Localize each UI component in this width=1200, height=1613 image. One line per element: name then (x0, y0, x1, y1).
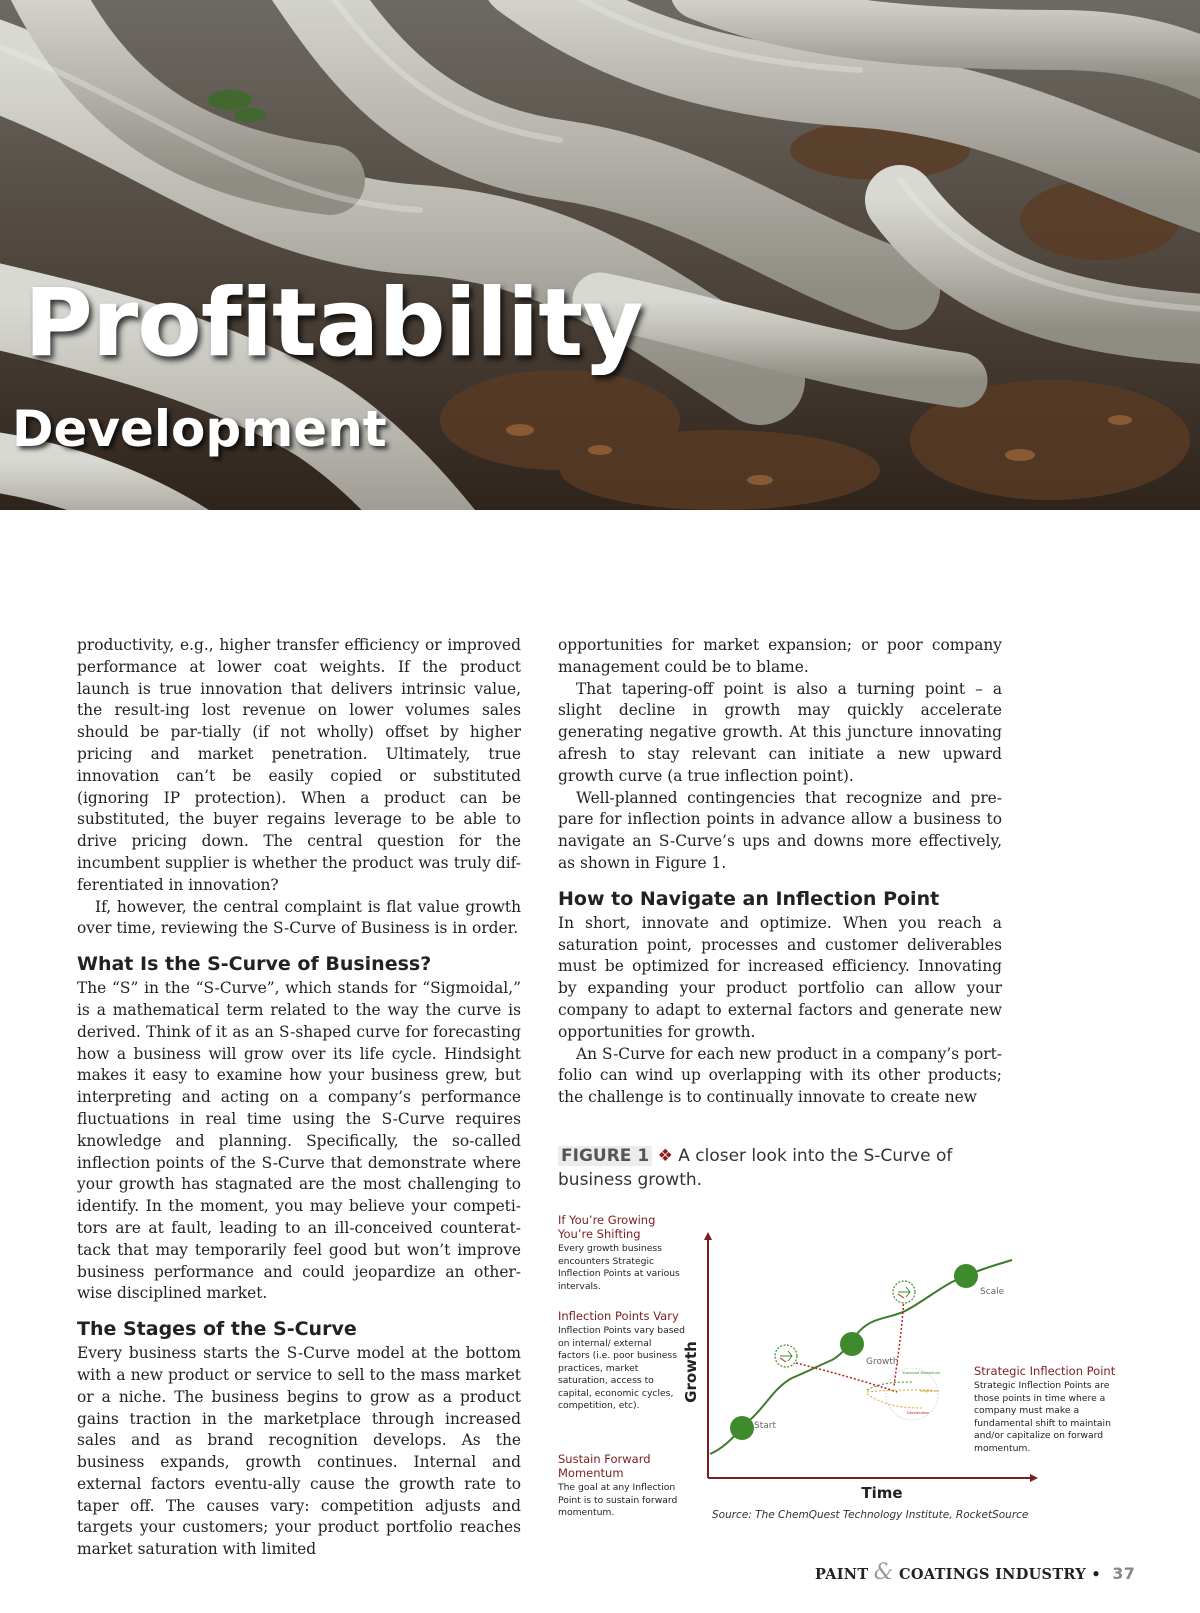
decline-branch (867, 1394, 922, 1408)
side-note-body: The goal at any Inflection Point is to sustain forward momentum. (558, 1482, 678, 1518)
paragraph: If, however, the central complaint is flat value growth over time, reviewing the S-Curve of Business is in order. (77, 897, 521, 938)
figure-source: Source: The ChemQuest Technology Institute, RocketSource (712, 1509, 1029, 1521)
section-heading: The Stages of the S-Curve (77, 1318, 357, 1341)
stage-node-growth (840, 1332, 864, 1356)
paragraph: Every business starts the S-Curve model at the bottom with a new product or service to sell to the mass market or a niche. The business begins to grow as a product gains traction in the marketplace through increased sales and as brand recognition develops. As the business expands, growth continues. Internal and external factors eventu-ally cause the growth rate to taper off. The causes vary: competition adjusts and targets your customers; your product portfolio reaches market saturation with limited (77, 1344, 521, 1559)
paragraph: That tapering-off point is also a turning point – a slight decline in growth may quickly accelerate generating negative growth. At this juncture innovating afresh to stay relevant can initiate a new upward growth curve (a true inflection point). (558, 679, 1002, 785)
figure-label: FIGURE 1 (558, 1146, 652, 1166)
stage-label-start: Start (754, 1421, 776, 1431)
diamond-icon: ❖ (657, 1146, 673, 1166)
strategic-note-body: Strategic Inflection Points are those points in time where a company must make a fundamental shift to maintain and/or capitalize on forward momentum. (974, 1380, 1111, 1454)
page-number: 37 (1112, 1564, 1136, 1583)
side-note (558, 1309, 686, 1413)
paragraph: opportunities for market expansion; or poor company management could be to blame. (558, 636, 1002, 676)
tiny-label: Stagnation (920, 1389, 940, 1393)
stage-node-start (730, 1416, 754, 1440)
footer-amp: & (873, 1560, 894, 1585)
inflection-marker (775, 1345, 797, 1367)
paragraph: Well-planned contingencies that recognize and pre-pare for inflection points in advance allow a business to navigate an S-Curve’s ups and downs more effectively, as shown in Figure 1. (558, 788, 1002, 872)
paragraph: An S-Curve for each new product in a company’s port-folio can wind up overlapping with its other products; the challenge is to continually innovate to create new (558, 1044, 1002, 1107)
figure-caption (558, 1144, 998, 1192)
tiny-label: Sustained Momentum (902, 1371, 941, 1375)
section-heading: What Is the S-Curve of Business? (77, 953, 432, 976)
paragraph: The “S” in the “S-Curve”, which stands for “Sigmoidal,” is a mathematical term related to the way the curve is derived. Think of it as an S-shaped curve for forecasting how a business will grow over its life cycle. Hindsight makes it easy to examine how your business grew, but interpreting and acting on a company’s performance fluctuations in real time using the S-Curve requires knowledge and planning. Specifically, the so-called inflection points of the S-Curve that demonstrate where your growth has stagnated are the most challenging to identify. In the moment, you may believe your competi-tors are at fault, leading to an ill-conceived counterat-tack that may temporarily feel good but won’t improve business performance and could jeopardize an other-wise disciplined market. (77, 979, 521, 1303)
inflection-marker (893, 1281, 915, 1303)
side-note-title: If You’re Growing You’re Shifting (558, 1213, 656, 1241)
page-title: Profitability (24, 269, 643, 378)
strategic-note-title: Strategic Inflection Point (974, 1364, 1116, 1378)
footer-left: PAINT (815, 1566, 869, 1583)
stage-label-scale: Scale (980, 1287, 1005, 1297)
stage-node-scale (954, 1264, 978, 1288)
page-footer (815, 1560, 1135, 1585)
section-heading: How to Navigate an Inflection Point (558, 887, 940, 910)
y-axis-label: Growth (682, 1341, 700, 1403)
tiny-label: Deceleration (907, 1411, 930, 1415)
side-note-body: Inflection Points vary based on internal/ external factors (i.e. poor business practices, market saturation, access to capital, economic cycles, competition, etc). (558, 1325, 685, 1411)
x-axis-arrow-icon (1030, 1474, 1038, 1482)
paragraph: In short, innovate and optimize. When you reach a saturation point, processes and customer deliverables must be optimized for increased efficiency. Innovating by expanding your product portfolio can allow your company to adapt to external factors and generate new opportunities for growth. (558, 913, 1002, 1041)
strategic-inflection-note (974, 1364, 1124, 1455)
hero-banner (0, 0, 1200, 510)
article-column-right (558, 635, 1002, 1109)
figure-caption-text: A closer look into the S-Curve of business growth. (558, 1146, 953, 1190)
article-column-left (77, 635, 521, 1561)
side-note-title: Inflection Points Vary (558, 1309, 679, 1323)
page-subtitle: Development (12, 400, 387, 458)
footer-right: COATINGS INDUSTRY • (899, 1566, 1101, 1583)
side-note (558, 1213, 686, 1293)
paragraph: productivity, e.g., higher transfer efficiency or improved performance at lower coat weights. If the product launch is true innovation that delivers intrinsic value, the result-ing lost revenue on lower volumes sales should be par-tially (if not wholly) offset by higher pricing and market penetration. Ultimately, true innovation can’t be easily copied or substituted (ignoring IP protection). When a product can be substituted, the buyer regains leverage to be able to drive pricing down. The central question for the incumbent supplier is whether the product was truly dif-ferentiated in innovation? (77, 636, 521, 894)
side-note (558, 1452, 686, 1520)
stage-label-growth: Growth (866, 1357, 899, 1367)
x-axis-label: Time (861, 1484, 903, 1502)
side-note-body: Every growth business encounters Strategic Inflection Points at various intervals. (558, 1243, 680, 1292)
y-axis-arrow-icon (704, 1232, 712, 1240)
side-note-title: Sustain Forward Momentum (558, 1452, 651, 1480)
